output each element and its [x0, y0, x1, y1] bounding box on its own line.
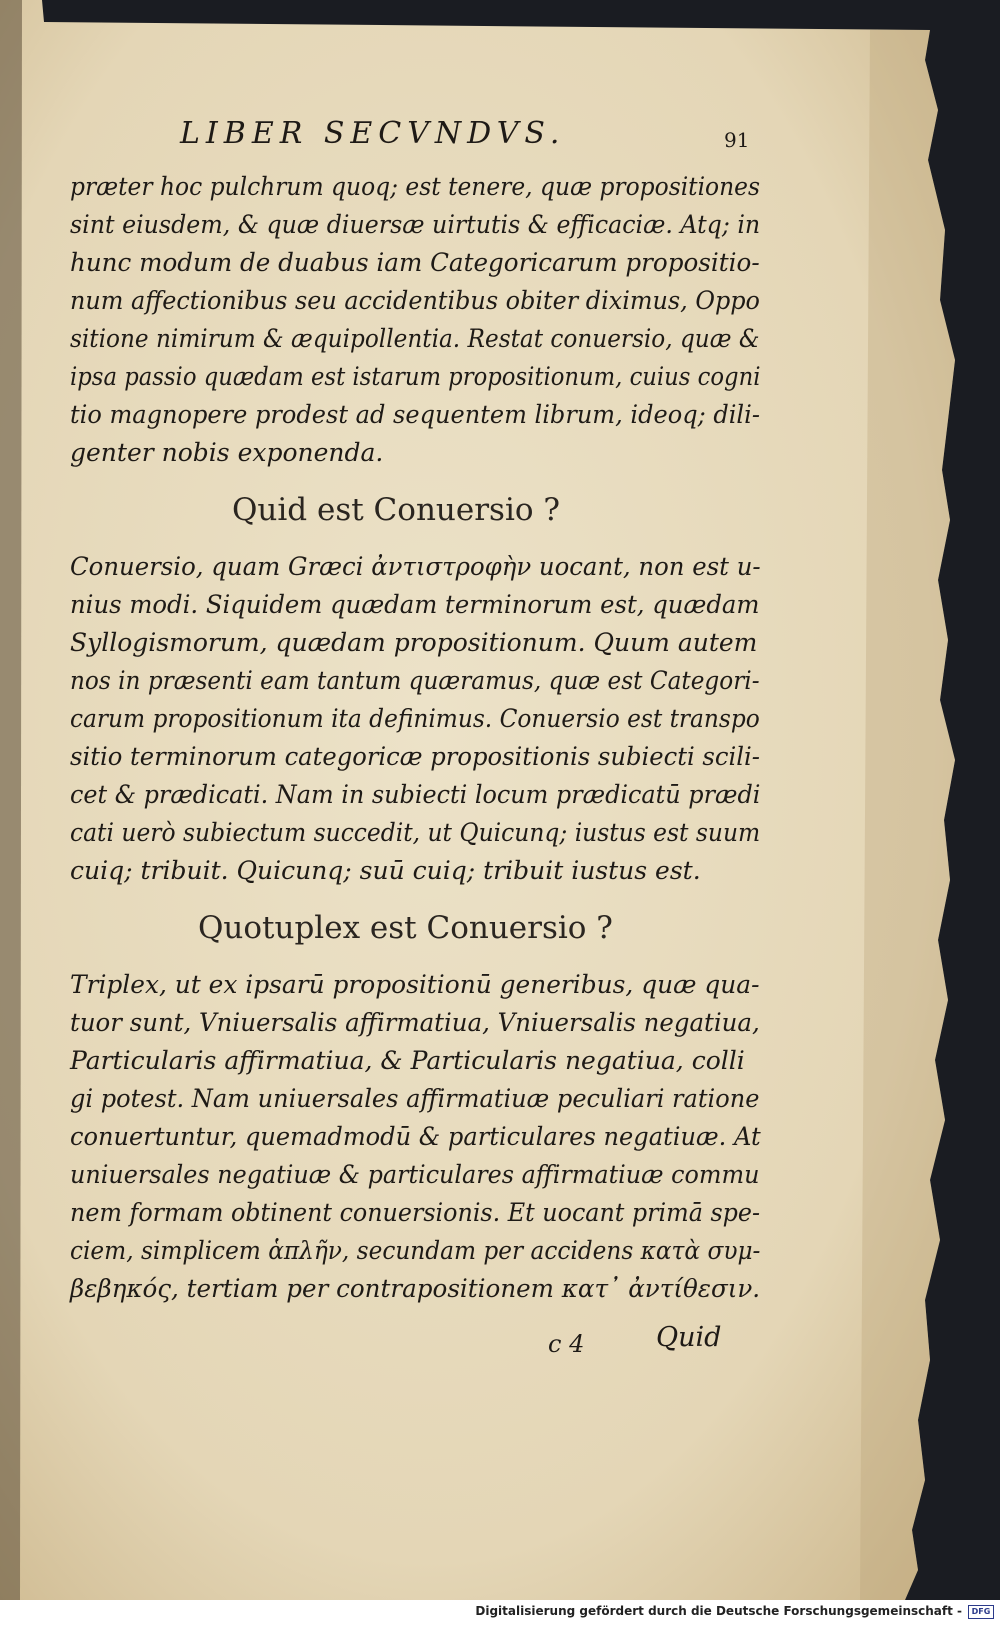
text-line: genter nobis exponenda. [70, 438, 384, 467]
text-line: nos in præsenti eam tantum quæramus, quæ est Categori- [70, 666, 760, 695]
catchword: Quid [656, 1322, 722, 1353]
text-line: gi potest. Nam uniuersales affirmatiuæ peculiari ratione [70, 1084, 760, 1113]
digitization-footer [0, 1600, 1000, 1626]
text-line: Triplex, ut ex ipsarū propositionū generibus, quæ qua- [70, 970, 760, 999]
text-line: sitio terminorum categoricæ propositionis subiecti scili- [70, 742, 760, 771]
text-line: tio magnopere prodest ad sequentem librum, ideoq; dili- [70, 400, 760, 429]
signature-mark: c 4 [548, 1330, 585, 1358]
dfg-logo-icon: DFG [968, 1605, 994, 1619]
text-line: sitione nimirum & æquipollentia. Restat conuersio, quæ & [70, 324, 760, 353]
text-line: Syllogismorum, quædam propositionum. Quum autem [70, 628, 758, 657]
text-line: cet & prædicati. Nam in subiecti locum prædicatū prædi [70, 780, 761, 809]
text-line: cati uerò subiectum succedit, ut Quicunq; iustus est suum [70, 818, 761, 847]
section-heading: Quid est Conuersio ? [232, 492, 560, 528]
folio-number: 91 [724, 128, 750, 152]
text-line: βεβηκός, tertiam per contrapositionem κατ᾽ ἀντίθεσιν. [70, 1274, 761, 1303]
text-line: cuiq; tribuit. Quicunq; suū cuiq; tribuit iustus est. [70, 856, 701, 885]
text-line: Conuersio, quam Græci ἀντιστροφὴν uocant, non est u- [70, 552, 761, 581]
text-line: num affectionibus seu accidentibus obiter diximus, Oppo [70, 286, 760, 315]
text-line: præter hoc pulchrum quoq; est tenere, quæ propositiones [70, 172, 761, 201]
text-line: ciem, simplicem ἁπλῆν, secundam per accidens κατὰ συμ- [70, 1236, 761, 1265]
text-line: uniuersales negatiuæ & particulares affirmatiuæ commu [70, 1160, 760, 1189]
section-heading: Quotuplex est Conuersio ? [198, 910, 613, 946]
footer-credit: Digitalisierung gefördert durch die Deutsche Forschungsgemeinschaft - [475, 1604, 962, 1618]
text-line: hunc modum de duabus iam Categoricarum propositio- [70, 248, 760, 277]
text-line: Particularis affirmatiua, & Particularis negatiua, colli [70, 1046, 745, 1075]
text-line: ipsa passio quædam est istarum propositionum, cuius cogni [70, 362, 761, 391]
text-line: tuor sunt, Vniuersalis affirmatiua, Vniuersalis negatiua, [70, 1008, 760, 1037]
text-line: sint eiusdem, & quæ diuersæ uirtutis & efficaciæ. Atq; in [70, 210, 761, 239]
text-line: carum propositionum ita definimus. Conuersio est transpo [70, 704, 760, 733]
text-line: nius modi. Siquidem quædam terminorum est, quædam [70, 590, 760, 619]
running-head: LIBER SECVNDVS. [180, 116, 566, 151]
text-line: conuertuntur, quemadmodū & particulares negatiuæ. At [70, 1122, 761, 1151]
text-line: nem formam obtinent conuersionis. Et uocant primā spe- [70, 1198, 761, 1227]
